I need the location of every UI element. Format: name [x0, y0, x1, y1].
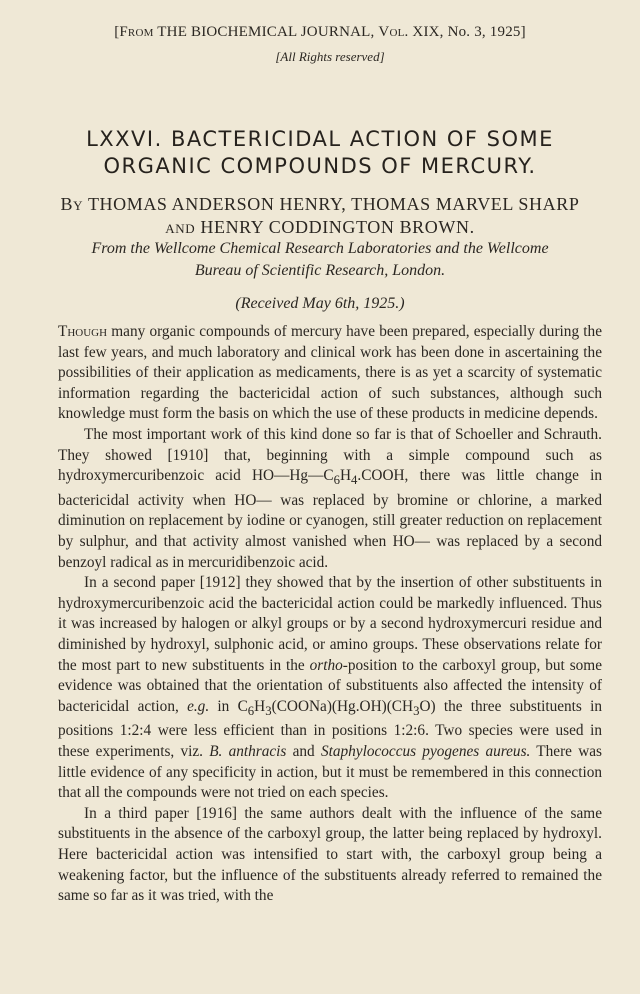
- species-name: B. anthracis: [209, 742, 287, 760]
- italic-term: ortho: [309, 656, 343, 674]
- paragraph-3-text-e: (COONa)(Hg.OH)(CH: [271, 697, 414, 715]
- authors-by: By: [60, 194, 84, 214]
- paragraph-2-text-a: The most important work of this kind done so far is that of Schoeller and Schrauth. They showed [1910] that, beginning with a simple compound such as hydroxymercuribenzoic acid HO—Hg—C: [58, 425, 602, 485]
- header-journal: THE BIOCHEMICAL JOURNAL,: [157, 24, 375, 40]
- paragraph-3-text-f: O) the three substituents in positions 1:2:4 were less efficient than in positions 1:2:6. Two species were used in these experiments, viz.: [58, 697, 603, 760]
- paragraph-1: [58, 322, 602, 425]
- paragraph-2-text-c: .COOH, there was little change in bactericidal activity when HO— was replaced by bromine or chlorine, a marked diminution on replacement by iodine or cyanogen, still greater reduction on replacement by sulphur, and that activity almost vanished when HO— was replaced by a second benzoyl radical as in mercuridibenzoic acid.: [58, 467, 602, 571]
- paragraph-3: [58, 573, 602, 804]
- paragraph-1-text: many organic compounds of mercury have been prepared, especially during the last few years, and much laboratory and clinical work has been done in ascertaining the possibilities of their application as medicaments, there is as yet a scarcity of systematic information regarding the bactericidal action of such substances, although such knowledge must form the basis on which the use of these products in medicine depends.: [58, 323, 602, 423]
- italic-term: e.g.: [187, 697, 210, 715]
- journal-header: [0, 24, 640, 41]
- header-vol-num: XIX, No. 3, 1925]: [412, 24, 526, 40]
- received-date: (Received May 6th, 1925.): [235, 295, 405, 312]
- affiliation-line-2: Bureau of Scientific Research, London.: [194, 262, 446, 279]
- paragraph-3-text-b: -position to the carboxyl group, but some evidence was obtained that the orientation of substituents also affected the intensity of bactericidal action,: [58, 656, 602, 715]
- header-vol-label: Vol.: [378, 24, 409, 40]
- paragraph-4: In a third paper [1916] the same authors dealt with the influence of the same substituents in the absence of the carboxyl group, the latter being replaced by hydroxyl. Here bactericidal action was intensified to start with, the carboxyl group being a weakening factor, but the influence of the substituents already referred to remained the same so far as it was tried, with the: [58, 804, 602, 905]
- subscript: 4: [351, 473, 358, 488]
- title-line-1: LXXVI. BACTERICIDAL ACTION OF SOME: [86, 127, 554, 151]
- header-bracket: [: [114, 24, 120, 40]
- paragraph-1-lead: Though: [58, 323, 108, 340]
- article-body: [58, 322, 602, 907]
- affiliation: [0, 238, 640, 282]
- subscript: 6: [333, 473, 340, 488]
- species-name: Staphylococcus pyogenes aureus.: [320, 742, 531, 760]
- authors-line-2: [0, 216, 640, 239]
- title-line-2: ORGANIC COMPOUNDS OF MERCURY.: [103, 154, 537, 178]
- authors-names-1: THOMAS ANDERSON HENRY, THOMAS MARVEL SHARP: [87, 194, 580, 214]
- paragraph-3-text-d: H: [254, 697, 266, 715]
- rights-notice: [All Rights reserved]: [275, 49, 385, 64]
- authors-line-1: [0, 193, 640, 216]
- header-from: From: [119, 24, 154, 40]
- article-title: [0, 126, 640, 180]
- subscript: 3: [413, 703, 420, 718]
- authors-names-2: HENRY CODDINGTON BROWN.: [200, 217, 475, 237]
- author-list: [0, 193, 640, 239]
- subscript: 6: [247, 703, 255, 718]
- paragraph-3-text-g: and: [286, 742, 321, 760]
- affiliation-line-1: From the Wellcome Chemical Research Laboratories and the Wellcome: [91, 240, 549, 257]
- paragraph-2-text-b: H: [339, 467, 352, 485]
- authors-and: and: [165, 217, 196, 237]
- paragraph-3-text-h: There was little evidence of any specificity in action, but it must be remembered in this connection that all the compounds were not tried on each species.: [58, 742, 602, 802]
- paragraph-2: [58, 425, 602, 573]
- paragraph-3-text-c: in C: [209, 697, 248, 715]
- paragraph-3-text-a: In a second paper [1912] they showed that by the insertion of other substituents in hydroxymercuribenzoic acid the bactericidal action could be markedly influenced. Thus it was increased by halogen or alkyl groups or by a second hydroxymercuri residue and diminished by hydroxyl, sulphonic acid, or amino groups. These observations relate for the most part to new substituents in the: [58, 574, 602, 674]
- subscript: 3: [265, 703, 272, 718]
